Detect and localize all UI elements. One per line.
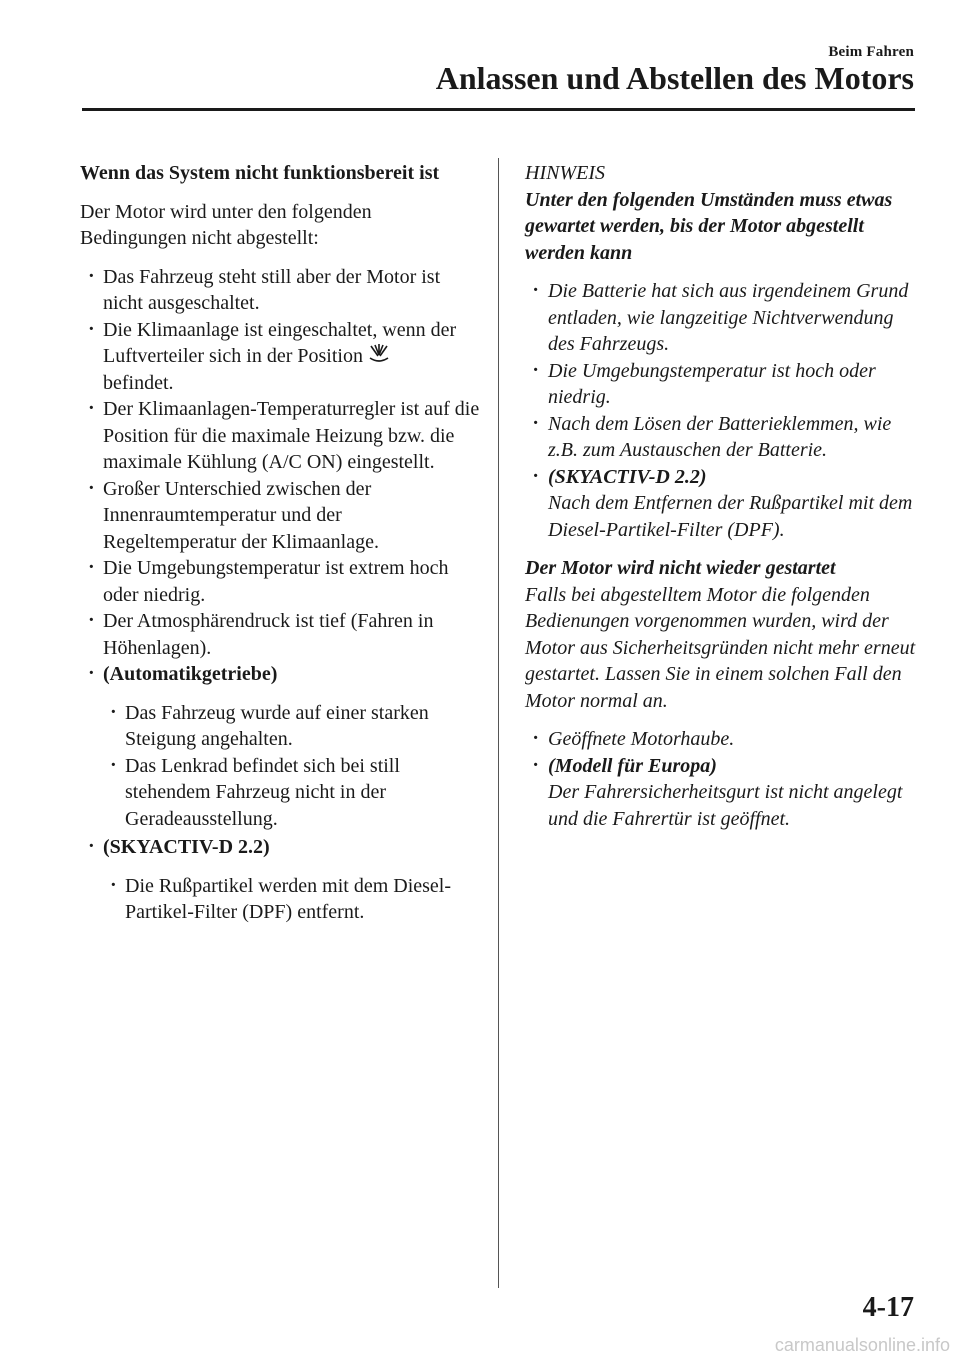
left-column — [80, 160, 480, 928]
watermark: carmanualsonline.info — [774, 1335, 950, 1355]
list-item: · (Modell für Europa) Der Fahrersicherheitsgurt ist nicht angelegt und die Fahrertür ist geöffnet. — [548, 753, 925, 833]
list-item: · (Automatikgetriebe) · Das Fahrzeug wurde auf einer starken Steigung angehalten. · Das Lenkrad befindet sich bei still stehendem Fahrzeug nicht in der Geradeausstellung. — [103, 661, 480, 832]
section-label: Beim Fahren — [828, 44, 914, 60]
list-item: · Das Lenkrad befindet sich bei still stehendem Fahrzeug nicht in der Geradeausstellung. — [125, 753, 480, 833]
list-item: · Der Klimaanlagen-Temperaturregler ist auf die Position für die maximale Heizung bzw. die maximale Kühlung (A/C ON) eingestellt. — [103, 396, 480, 476]
list-item: · (SKYACTIV-D 2.2) Nach dem Entfernen der Rußpartikel mit dem Diesel-Partikel-Filter (DPF). — [548, 464, 925, 544]
restart-paragraph: Falls bei abgestelltem Motor die folgenden Bedienungen vorgenommen wurden, wird der Motor aus Sicherheitsgründen nicht mehr erneut gestartet. Lassen Sie in einem solchen Fall den Motor normal an. — [525, 583, 916, 712]
list-item: · Das Fahrzeug steht still aber der Motor ist nicht ausgeschaltet. — [103, 264, 480, 317]
condition-list — [80, 264, 480, 926]
intro-paragraph: Der Motor wird unter den folgenden Bedingungen nicht abgestellt: — [80, 200, 372, 249]
column-divider — [498, 158, 499, 1288]
right-column — [525, 160, 925, 832]
list-item: · Der Atmosphärendruck ist tief (Fahren in Höhenlagen). — [103, 608, 480, 661]
list-item: · Die Umgebungstemperatur ist hoch oder niedrig. — [548, 358, 925, 411]
list-item: · Großer Unterschied zwischen der Innenraumtemperatur und der Regeltemperatur der Klimaanlage. — [103, 476, 480, 556]
list-item: · Nach dem Lösen der Batterieklemmen, wie z.B. zum Austauschen der Batterie. — [548, 411, 925, 464]
note-list — [525, 278, 925, 543]
note-heading: Unter den folgenden Umständen muss etwas gewartet werden, bis der Motor abgestellt werden kann — [525, 188, 893, 264]
air-vent-defroster-icon — [367, 343, 391, 365]
list-item: · Das Fahrzeug wurde auf einer starken Steigung angehalten. — [125, 700, 480, 753]
list-item: · Geöffnete Motorhaube. — [548, 726, 925, 753]
list-item: · Die Klimaanlage ist eingeschaltet, wenn der Luftverteiler sich in der Position befindet. — [103, 317, 480, 397]
header-rule — [82, 108, 915, 111]
section-heading: Wenn das System nicht funktionsbereit ist — [80, 162, 440, 184]
sub-list — [103, 700, 480, 833]
restart-heading: Der Motor wird nicht wieder gestartet — [525, 557, 836, 579]
note-label: HINWEIS — [525, 162, 605, 184]
list-item: · Die Rußpartikel werden mit dem Diesel-Partikel-Filter (DPF) entfernt. — [125, 873, 480, 926]
list-item: · Die Batterie hat sich aus irgendeinem Grund entladen, wie langzeitige Nichtverwendung des Fahrzeugs. — [548, 278, 925, 358]
list-item: · (SKYACTIV-D 2.2) · Die Rußpartikel werden mit dem Diesel-Partikel-Filter (DPF) entfernt. — [103, 834, 480, 926]
list-item: · Die Umgebungstemperatur ist extrem hoch oder niedrig. — [103, 555, 480, 608]
sub-list — [103, 873, 480, 926]
restart-list — [525, 726, 925, 832]
page-number: 4-17 — [862, 1292, 914, 1323]
chapter-title: Anlassen und Abstellen des Motors — [435, 60, 914, 96]
